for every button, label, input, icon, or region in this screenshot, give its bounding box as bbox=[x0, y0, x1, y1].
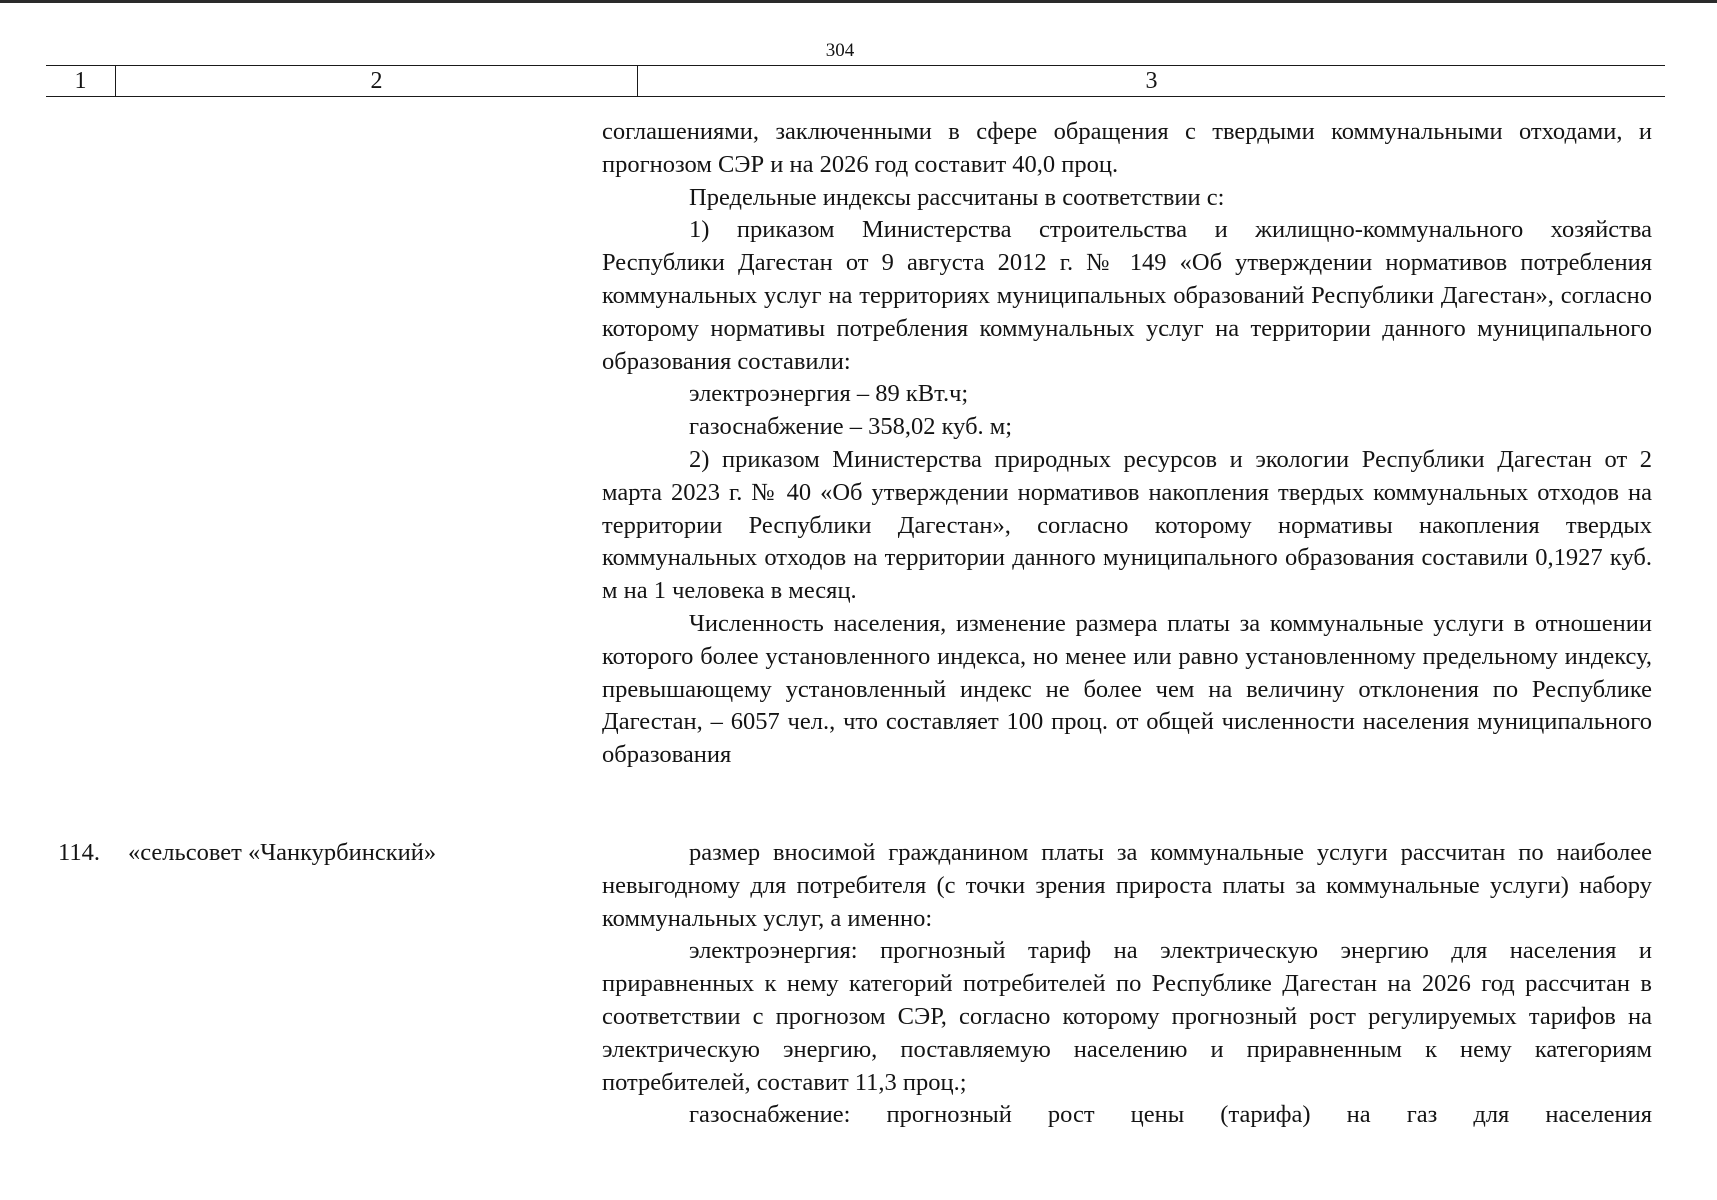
column-header-row bbox=[46, 65, 1665, 97]
paragraph-order-1: 1) приказом Министерства строительства и жилищно-коммунального хозяйства Республики Дагестан от 9 августа 2012 г. № 149 «Об утверждении нормативов потребления коммунальных услуг на территориях муниципальных образований Республики Дагестан», согласно которому нормативы потребления коммунальных услуг на территории данного муниципального образования составили: bbox=[602, 216, 1652, 375]
municipality-name: «сельсовет «Чанкурбинский» bbox=[128, 839, 437, 866]
paragraph-continuation: соглашениями, заключенными в сфере обращения с твердыми коммунальными отходами, и прогнозом СЭР и на 2026 год составит 40,0 проц. bbox=[602, 118, 1652, 178]
column-header-2: 2 bbox=[116, 66, 638, 96]
paragraph-order-2: 2) приказом Министерства природных ресурсов и экологии Республики Дагестан от 2 марта 2023 г. № 40 «Об утверждении нормативов накопления твердых коммунальных отходов на территории Республики Дагестан», согласно которому нормативы накопления твердых коммунальных отходов на территории данного муниципального образования составили 0,1927 куб. м на 1 человека в месяц. bbox=[602, 445, 1652, 605]
paragraph-population: Численность населения, изменение размера платы за коммунальные услуги в отношении которого более установленного индекса, но менее или равно установленному предельному индексу, превышающему установленный индекс не более чем на величину отклонения по Республике Дагестан, – 6057 чел., что составляет 100 проц. от общей численности населения муниципального образования bbox=[602, 609, 1652, 769]
column-header-3: 3 bbox=[1145, 68, 1158, 94]
page-number: 304 bbox=[825, 40, 855, 61]
column-header-1: 1 bbox=[46, 66, 116, 96]
paragraph-payment-size: размер вносимой гражданином платы за коммунальные услуги рассчитан по наиболее невыгодному для потребителя (с точки зрения прироста платы за коммунальные услуги) набору коммунальных услуг, а именно: bbox=[602, 839, 1652, 932]
paragraph-electricity-tariff: электроэнергия: прогнозный тариф на электрическую энергию для населения и приравненных к нему категорий потребителей по Республике Дагестан на 2026 год рассчитан в соответствии с прогнозом СЭР, согласно которому прогнозный рост регулируемых тарифов на электрическую энергию, поставляемую населению и приравненным к нему категориям потребителей, составит 11,3 проц.; bbox=[602, 937, 1652, 1096]
continued-description-block bbox=[602, 116, 1652, 772]
paragraph-gas-tariff: газоснабжение: прогнозный рост цены (тарифа) на газ для населения bbox=[689, 1101, 1652, 1129]
paragraph-indices-intro: Предельные индексы рассчитаны в соответствии с: bbox=[689, 183, 1225, 211]
paragraph-gas-norm: газоснабжение – 358,02 куб. м; bbox=[689, 413, 1013, 441]
row-114-description-block bbox=[602, 837, 1652, 1132]
scan-top-edge bbox=[0, 0, 1717, 3]
paragraph-electricity-norm: электроэнергия – 89 кВт.ч; bbox=[689, 380, 969, 408]
row-number: 114. bbox=[58, 839, 100, 866]
